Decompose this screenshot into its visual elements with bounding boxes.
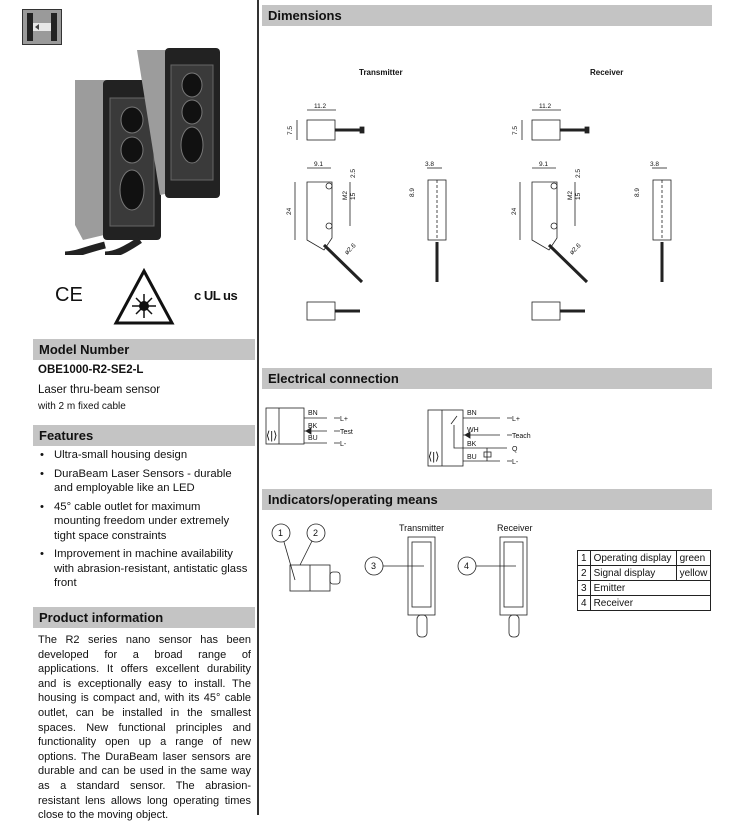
dimensions-drawing [262,60,732,345]
callout-2: 2 [313,528,319,538]
dim-cable: ø2.6 [343,242,358,257]
row-number: 1 [578,551,591,566]
features-list [38,448,250,595]
receiver-label: Receiver [590,68,624,77]
features-header: Features [33,425,255,446]
feature-item: • Ultra-small housing design [38,448,250,463]
row-color: yellow [676,566,711,581]
feature-item: • 45° cable outlet for maximum mounting freedom under extremely tight space constraints [38,500,250,544]
row-number: 3 [578,581,591,596]
signal-label: L+ [340,416,348,423]
feature-item: • Improvement in machine availability with abrasion-resistant, antistatic glass front [38,547,250,591]
table-row [578,566,711,581]
ce-mark: CE [55,284,83,306]
row-label: Receiver [590,596,711,611]
signal-label: L- [340,441,347,448]
signal-label: Q [512,446,518,453]
dim-width: 11.2 [314,103,327,110]
indicators-table [577,550,711,611]
dim-height: 7.5 [287,125,294,135]
wiring-diagram [262,400,562,470]
indicator-transmitter-label: Transmitter [399,523,445,533]
column-divider [257,0,259,815]
receiver-wiring [428,410,531,466]
svg-text:⟨|⟩: ⟨|⟩ [428,451,440,463]
laser-warning-icon [113,268,175,326]
row-color: green [676,551,711,566]
signal-label: Test [340,429,353,436]
thru-beam-icon [22,9,62,45]
feature-item: • DuraBeam Laser Sensors - durable and employable like an LED [38,467,250,496]
callout-3: 3 [371,561,377,571]
indicators-drawing [262,515,572,645]
transmitter-label: Transmitter [359,68,403,77]
signal-label: Teach [512,433,531,440]
dim-89: 8.9 [409,187,416,197]
wire-label: BU [467,454,477,461]
dimensions-header: Dimensions [262,5,712,26]
dim-15: 15 [350,192,357,200]
transmitter-wiring [304,410,353,448]
table-row [578,551,711,566]
model-code: OBE1000-R2-SE2-L [38,364,144,376]
signal-label: L+ [512,416,520,423]
wire-label: BK [308,423,318,430]
wire-label: BN [308,410,318,417]
callout-1: 1 [278,528,284,538]
dim-side: 9.1 [314,161,324,168]
dim-front: 3.8 [425,161,435,168]
model-description: Laser thru-beam sensor [38,384,161,396]
dim-length: 24 [286,207,293,215]
table-row [578,581,711,596]
dim-top: 2.5 [350,168,357,178]
wire-label: BU [308,435,318,442]
table-row [578,596,711,611]
row-number: 2 [578,566,591,581]
wire-label: WH [467,427,479,434]
callout-4: 4 [464,561,470,571]
model-cable: with 2 m fixed cable [38,401,126,412]
electrical-connection-header: Electrical connection [262,368,712,389]
row-label: Emitter [590,581,711,596]
product-information-header: Product information [33,607,255,628]
indicators-header: Indicators/operating means [262,489,712,510]
indicator-receiver-label: Receiver [497,523,533,533]
ul-mark: c UL us [194,288,238,303]
row-number: 4 [578,596,591,611]
svg-text:⟨|⟩: ⟨|⟩ [266,430,278,442]
model-number-header: Model Number [33,339,255,360]
row-label: Signal display [590,566,676,581]
row-label: Operating display [590,551,676,566]
product-information-text: The R2 series nano sensor has been developed for a broad range of applications. It offers excellent durability and is exceptionally easy to install. The housing is compact and, with its 45° cable outlet, can be installed in the smallest spaces. New functional principles and functionality open up a range of new options. The DuraBeam laser sensors are durable and can be used in the same way as a standard sensor. The abrasion-resistant lens allows long operating times close to the moving object. [38,634,251,822]
dim-m2: M2 [342,190,349,200]
wire-label: BN [467,410,477,417]
wire-label: BK [467,441,477,448]
signal-label: L- [512,459,519,466]
product-photo [65,30,225,255]
